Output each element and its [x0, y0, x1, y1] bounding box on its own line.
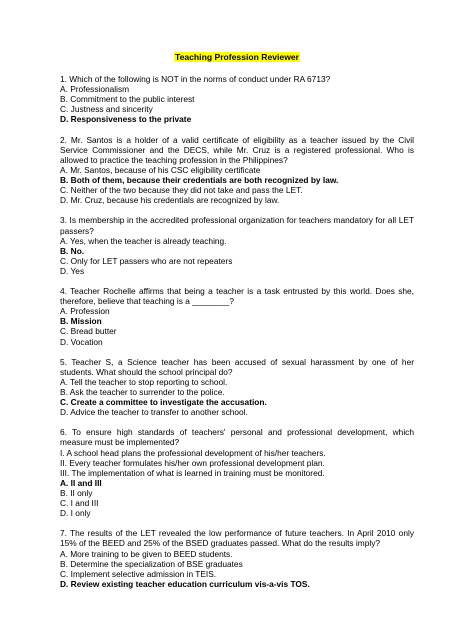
answer-option: D. Mr. Cruz, because his credentials are recognized by law.	[60, 195, 280, 206]
answer-option: B. II only	[60, 487, 93, 498]
question-block	[60, 528, 414, 589]
answer-option-correct: D. Review existing teacher education curriculum vis-a-vis TOS.	[60, 578, 310, 589]
question-statement: I. A school head plans the professional development of his/her teachers.	[60, 447, 326, 458]
answer-option: D. Advice the teacher to transfer to another school.	[60, 407, 248, 418]
answer-option: B. Ask the teacher to surrender to the police.	[60, 387, 225, 397]
answer-option: D. I only	[60, 508, 91, 519]
answer-option: D. Vocation	[60, 336, 103, 347]
question-list	[60, 74, 414, 589]
question-block	[60, 135, 414, 206]
question-stem: 7. The results of the LET revealed the low performance of future teachers. In April 2010 only 15% of the BEED and 25% of the BSED graduates passed. What do the results imply?	[60, 528, 414, 549]
question-stem: 6. To ensure high standards of teachers' personal and professional development, which measure must be implemented?	[60, 427, 414, 448]
answer-option: A. Mr. Santos, because of his CSC eligibility certificate	[60, 164, 261, 175]
question-block	[60, 215, 414, 276]
answer-option: C. Neither of the two because they did not take and pass the LET.	[60, 185, 303, 196]
answer-option: C. I and III	[60, 498, 99, 509]
question-block	[60, 286, 414, 347]
answer-option: C. Implement selective admission in TEIS.	[60, 568, 217, 579]
answer-option-correct: C. Create a committee to investigate the accusation.	[60, 397, 267, 408]
answer-option: B. Determine the specialization of BSE graduates	[60, 558, 243, 569]
question-statement: II. Every teacher formulates his/her own professional development plan.	[60, 457, 325, 468]
question-statement: III. The implementation of what is learned in training must be monitored.	[60, 467, 325, 478]
answer-option: C. Bread butter	[60, 326, 117, 337]
question-stem: 1. Which of the following is NOT in the norms of conduct under RA 6713?	[60, 74, 331, 85]
question-block	[60, 74, 414, 124]
question-stem: 4. Teacher Rochelle affirms that being a teacher is a task entrusted by this world. Does she, therefore, believe that teaching is a ________?	[60, 286, 414, 307]
answer-option: A. Professionalism	[60, 84, 130, 95]
question-stem: 3. Is membership in the accredited professional organization for teachers mandatory for all LET passers?	[60, 215, 414, 236]
answer-option-correct: D. Responsiveness to the private	[60, 114, 192, 125]
answer-option: A. Profession	[60, 306, 110, 317]
answer-option-correct: B. Both of them, because their credentials are both recognized by law.	[60, 175, 339, 186]
answer-option-correct: B. No.	[60, 245, 85, 256]
answer-option: B. Commitment to the public interest	[60, 94, 195, 105]
answer-option: A. Yes, when the teacher is already teaching.	[60, 235, 227, 246]
title-wrap	[60, 52, 414, 62]
answer-option: D. Yes	[60, 265, 85, 276]
page-title: Teaching Profession Reviewer	[174, 52, 299, 62]
question-stem: 2. Mr. Santos is a holder of a valid certificate of eligibility as a teacher issued by the Civil Service Commissioner and the DECS, while Mr. Cruz is a registered professional. Who is allowed to practice the teaching profession in the Philippines?	[60, 134, 414, 165]
answer-option-correct: A. II and III	[60, 477, 102, 488]
question-block	[60, 427, 414, 518]
answer-option-correct: B. Mission	[60, 316, 102, 327]
question-stem: 5. Teacher S, a Science teacher has been accused of sexual harassment by one of her students. What should the school principal do?	[60, 356, 414, 377]
question-block	[60, 357, 414, 418]
answer-option: A. Tell the teacher to stop reporting to school.	[60, 376, 228, 387]
answer-option: C. Only for LET passers who are not repeaters	[60, 255, 233, 266]
answer-option: C. Justness and sincerity	[60, 104, 153, 115]
answer-option: A. More training to be given to BEED students.	[60, 548, 233, 559]
